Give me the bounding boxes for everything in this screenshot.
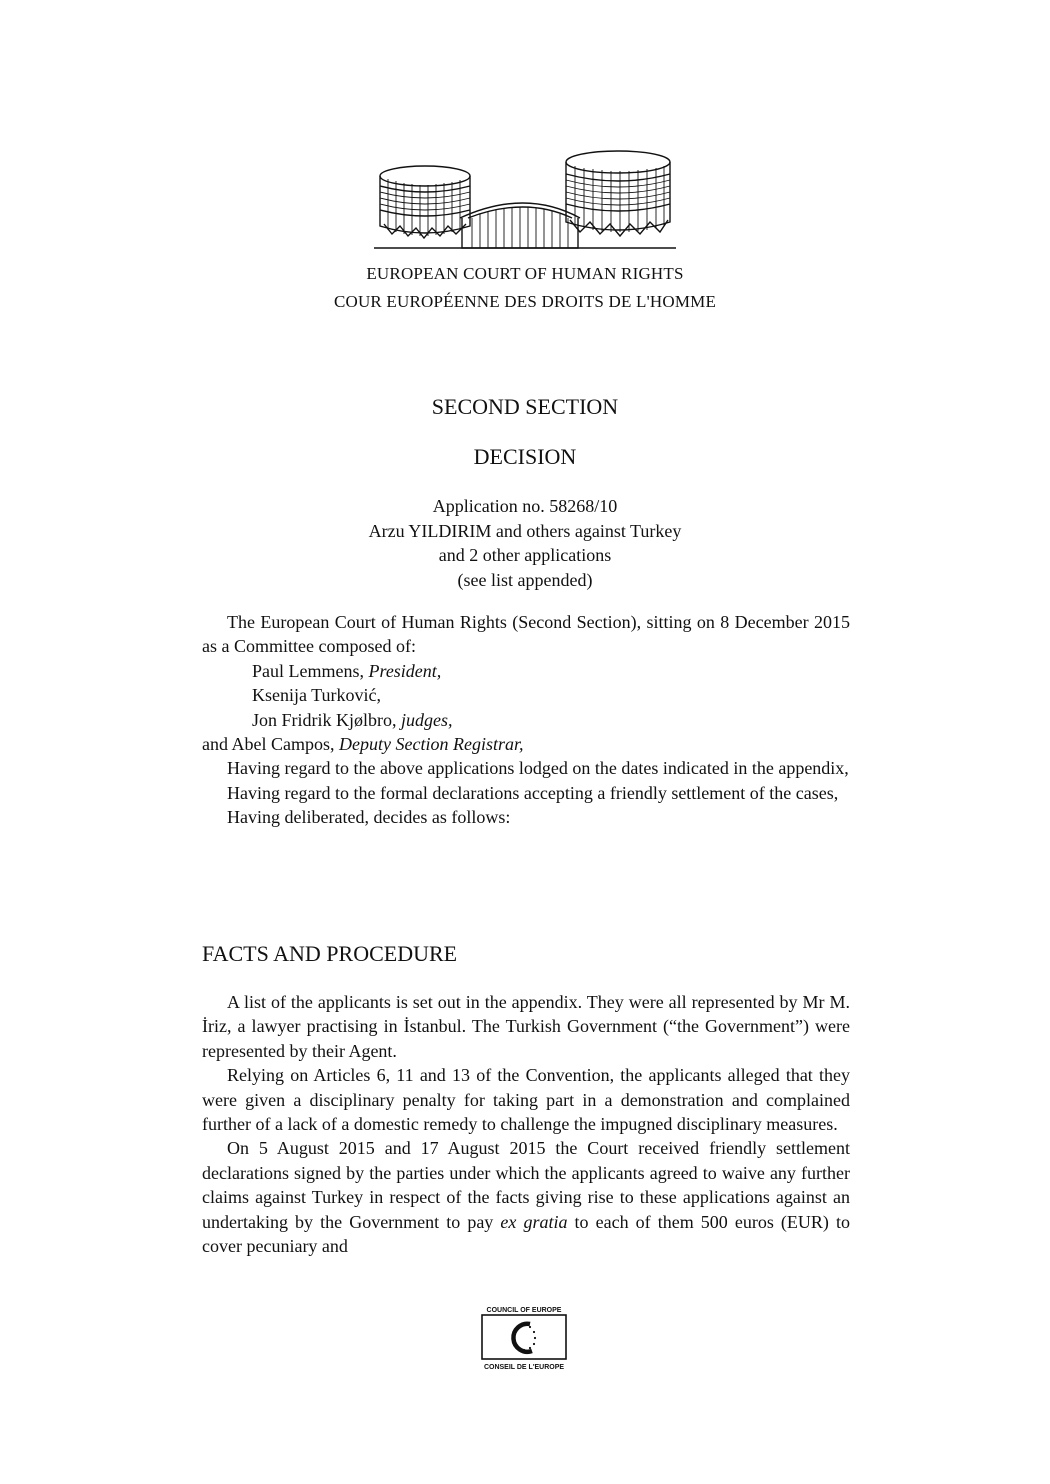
recital: Having regard to the formal declarations accepting a friendly settlement of the cases, <box>227 782 839 803</box>
intro-section <box>202 610 850 830</box>
application-parties: Arzu YILDIRIM and others against Turkey <box>368 520 682 541</box>
facts-section <box>202 990 850 1258</box>
judge-name: Ksenija Turković, <box>252 685 382 706</box>
registrar-name: and Abel Campos, <box>202 734 339 755</box>
judge-name: Jon Fridrik Kjølbro, <box>252 709 402 730</box>
judge-entry <box>202 659 850 683</box>
facts-text-italic: ex gratia <box>500 1211 568 1232</box>
coe-name-english: COUNCIL OF EUROPE <box>486 1307 562 1314</box>
application-others: and 2 other applications <box>438 545 612 565</box>
court-building-logo <box>370 148 680 252</box>
facts-paragraph: A list of the applicants is set out in the appendix. They were all represented by Mr M. İriz, a lawyer practising in İstanbul. The Turkish Government (“the Government”) were represented by their Agent. <box>202 992 850 1061</box>
section-title: SECOND SECTION <box>431 394 619 419</box>
registrar-role: Deputy Section Registrar, <box>339 734 524 755</box>
facts-paragraph-last <box>202 1136 850 1258</box>
coe-name-french: CONSEIL DE L'EUROPE <box>483 1364 565 1371</box>
facts-paragraph: Relying on Articles 6, 11 and 13 of the Convention, the applicants alleged that they were given a disciplinary penalty for taking part in a demonstration and complained further of a lack of a domestic remedy to challenge the impugned disciplinary measures. <box>202 1065 850 1135</box>
judge-entry <box>202 683 850 707</box>
recital: Having regard to the above applications lodged on the dates indicated in the appendix, <box>227 758 849 779</box>
facts-text-start: On 5 August 2015 and 17 August 2015 the Court received friendly settlement declarations signed by the parties under which the applicants agreed to waive any further claims against Turkey in respect of the facts giving rise to these applications against an undertaking by the Government to pay <box>202 1138 850 1232</box>
facts-text-end: to each of them 500 euros (EUR) to cover pecuniary and <box>202 1211 850 1257</box>
intro-opening: The European Court of Human Rights (Second Section), sitting on 8 December 2015 as a Committee composed of: <box>202 612 850 657</box>
recital: Having deliberated, decides as follows: <box>227 807 511 828</box>
judge-entry <box>202 708 850 732</box>
judge-role: judges, <box>401 709 453 730</box>
application-block <box>0 494 1050 592</box>
facts-heading: FACTS AND PROCEDURE <box>202 941 458 966</box>
court-name-french: COUR EUROPÉENNE DES DROITS DE L'HOMME <box>333 292 717 311</box>
court-name-english: EUROPEAN COURT OF HUMAN RIGHTS <box>366 264 684 283</box>
document-type-title: DECISION <box>473 444 577 469</box>
judge-name: Paul Lemmens, <box>252 660 369 681</box>
registrar-line <box>202 732 850 756</box>
judge-role: President, <box>368 660 442 681</box>
council-of-europe-logo <box>468 1305 580 1371</box>
application-note: (see list appended) <box>457 569 593 590</box>
application-number: Application no. 58268/10 <box>432 496 618 516</box>
court-name-header <box>0 260 1050 316</box>
